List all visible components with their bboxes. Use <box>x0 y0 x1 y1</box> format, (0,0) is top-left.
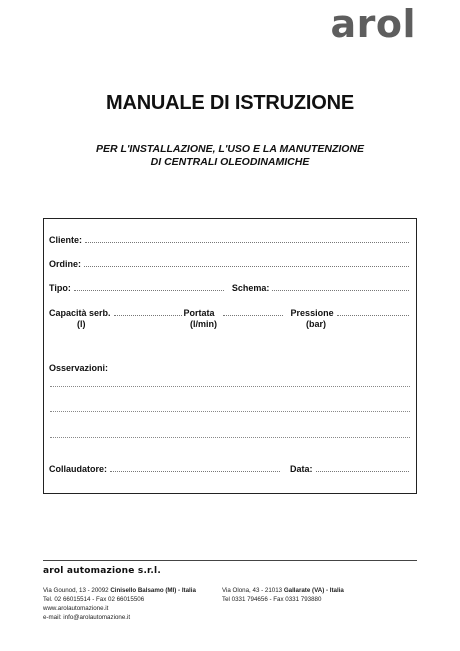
capacita-unit: (l) <box>77 319 86 329</box>
arol-logo: arol <box>330 2 416 46</box>
ordine-row <box>49 257 411 269</box>
pressione-label: Pressione <box>290 308 334 318</box>
portata-field[interactable] <box>223 315 283 316</box>
pressione-field[interactable] <box>337 315 409 316</box>
schema-label: Schema: <box>231 283 270 293</box>
portata-label: Portata <box>183 308 215 318</box>
schema-field[interactable] <box>272 290 409 291</box>
footer-divider <box>43 560 417 561</box>
osservazioni-line-1[interactable] <box>50 386 410 387</box>
capacity-row <box>49 306 411 318</box>
data-form <box>43 218 417 494</box>
osservazioni-label: Osservazioni: <box>49 363 109 373</box>
subtitle-line-1: PER L'INSTALLAZIONE, L'USO E LA MANUTENZIONE <box>95 143 365 155</box>
capacita-field[interactable] <box>114 315 182 316</box>
collaudatore-field[interactable] <box>110 471 280 472</box>
portata-unit: (l/min) <box>190 319 217 329</box>
ordine-label: Ordine: <box>49 259 82 269</box>
cliente-label: Cliente: <box>49 235 83 245</box>
company-name: arol automazione s.r.l. <box>43 566 161 576</box>
pressione-unit: (bar) <box>306 319 326 329</box>
tipo-schema-row <box>49 281 411 293</box>
data-label: Data: <box>290 464 313 474</box>
tipo-label: Tipo: <box>49 283 71 293</box>
address-gallarate-phone: Tel 0331 794656 - Fax 0331 793880 <box>222 596 322 603</box>
address-cinisello-phone: Tel. 02 66015514 - Fax 02 66015506 <box>43 596 145 603</box>
collaudatore-label: Collaudatore: <box>49 464 108 474</box>
address-cinisello-line-1: Via Gounod, 13 - 20092 Cinisello Balsamo (MI) - Italia <box>43 587 196 594</box>
osservazioni-line-3[interactable] <box>50 437 410 438</box>
collaudatore-row <box>49 462 411 474</box>
osservazioni-row <box>49 361 411 373</box>
tipo-field[interactable] <box>74 290 224 291</box>
email-link[interactable]: e-mail: info@arolautomazione.it <box>43 614 131 621</box>
address-gallarate <box>222 586 344 604</box>
capacita-label: Capacità serb. <box>49 308 111 318</box>
osservazioni-line-2[interactable] <box>50 411 410 412</box>
subtitle-line-2: DI CENTRALI OLEODINAMICHE <box>150 156 310 168</box>
document-title: MANUALE DI ISTRUZIONE <box>105 92 355 114</box>
cliente-row <box>49 233 411 245</box>
data-field[interactable] <box>316 471 409 472</box>
ordine-field[interactable] <box>84 266 409 267</box>
address-gallarate-line-1: Via Olona, 43 - 21013 Gallarate (VA) - Italia <box>222 587 344 594</box>
website-link[interactable]: www.arolautomazione.it <box>43 605 109 612</box>
document-subtitle <box>0 143 460 169</box>
address-cinisello <box>43 586 196 622</box>
cliente-field[interactable] <box>85 242 409 243</box>
